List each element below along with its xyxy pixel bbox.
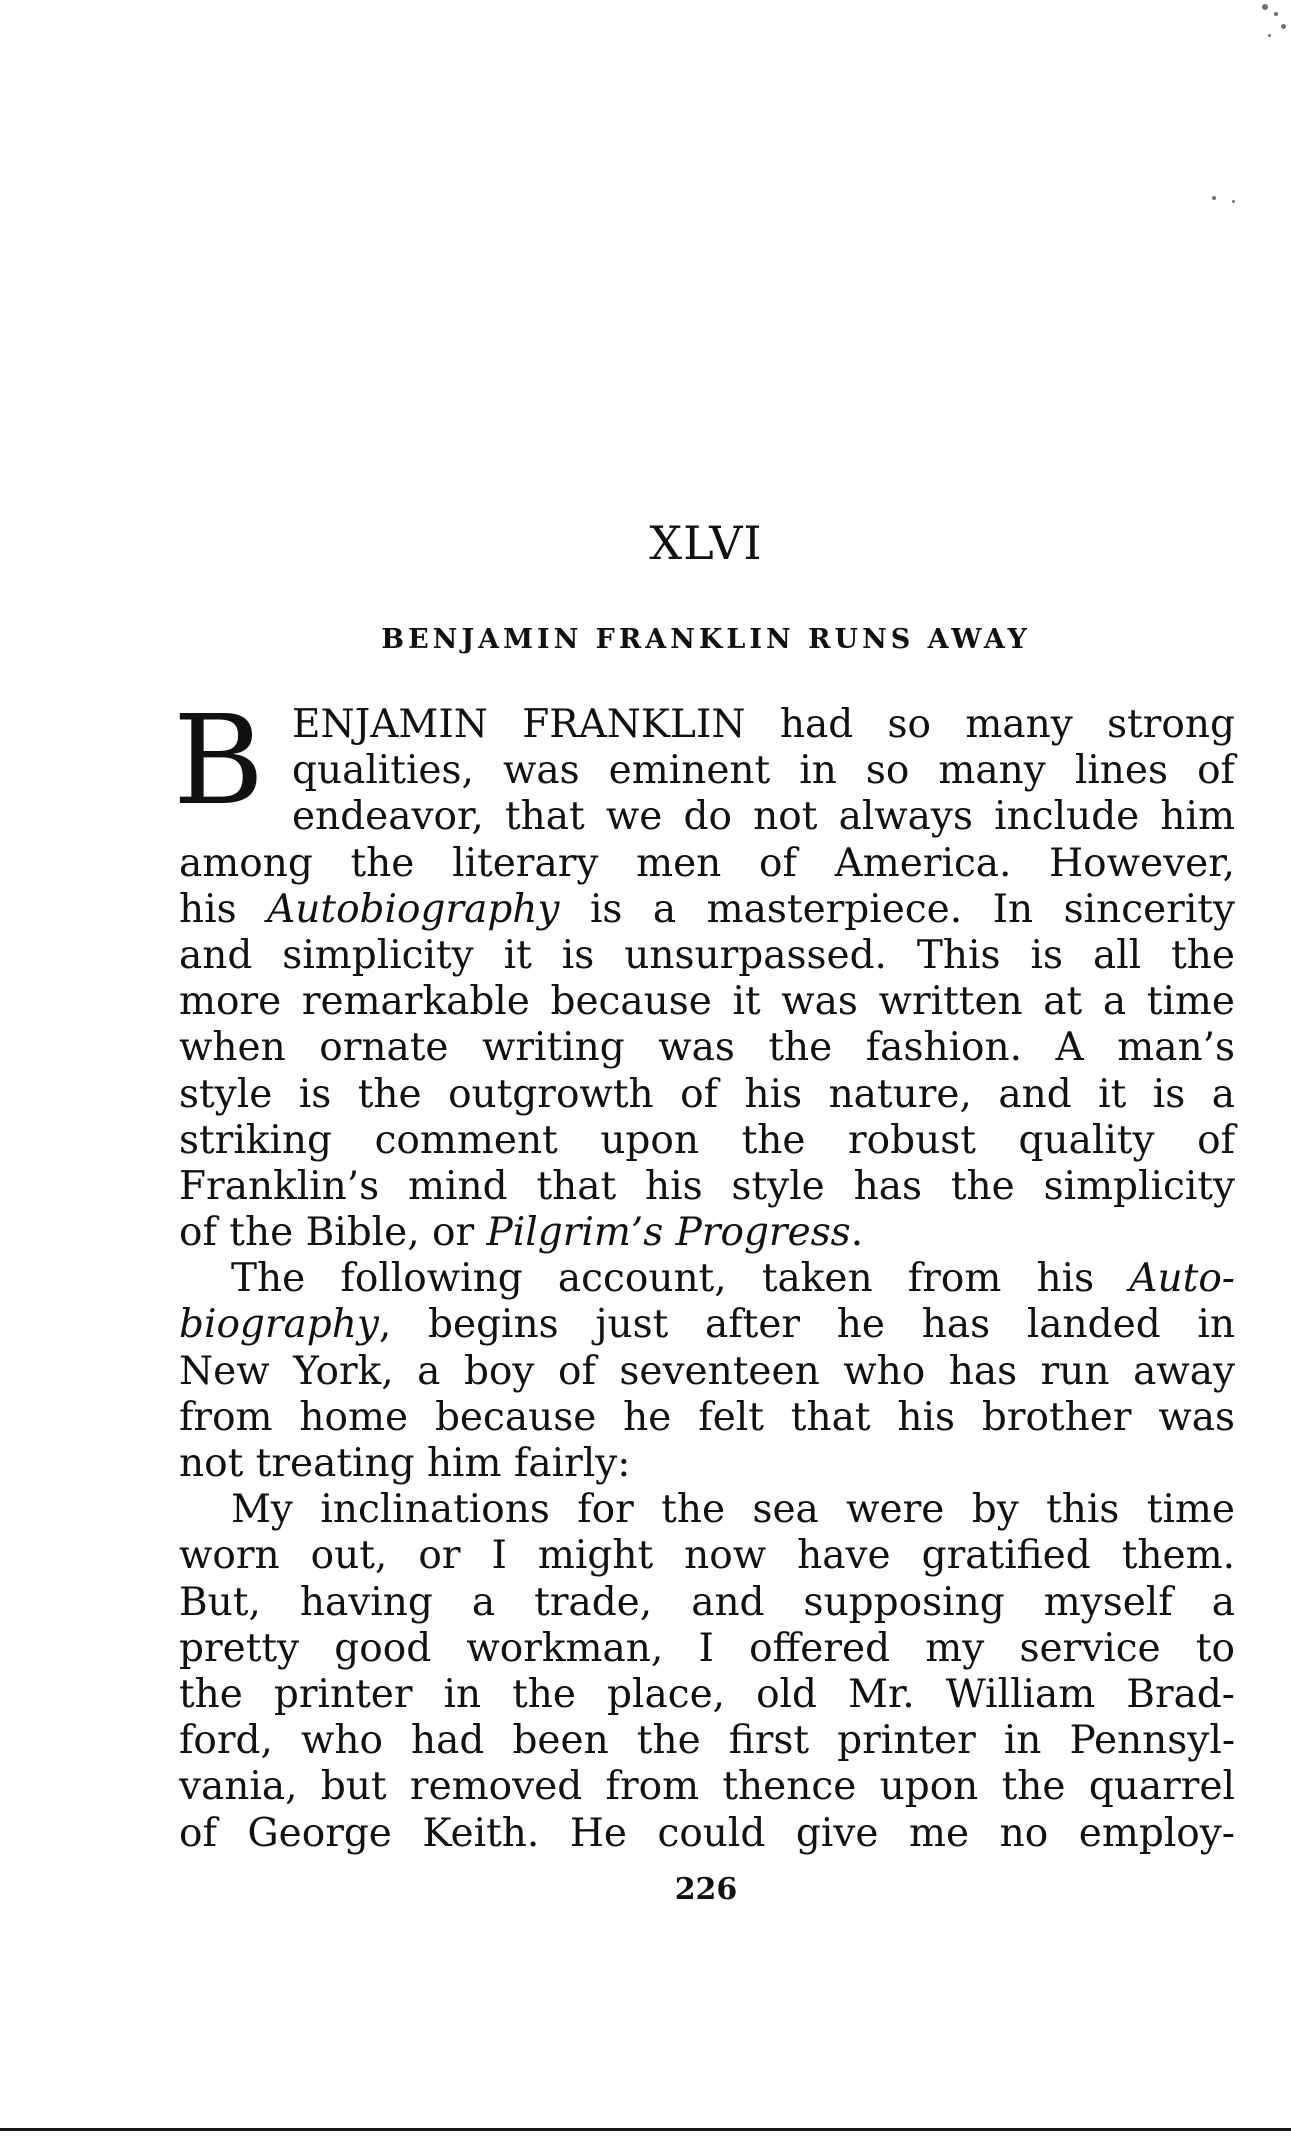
text-line (179, 1256, 1235, 1302)
scan-speck (1262, 4, 1268, 10)
page-number: 226 (674, 1872, 738, 1907)
text-line: not treating him fairly: (179, 1441, 631, 1486)
text-line: worn out, or I might now have gratified them. (179, 1533, 1235, 1579)
text-span: is a masterpiece. In sincerity (559, 886, 1235, 932)
text-span: his (179, 886, 268, 932)
book-title: biography (179, 1302, 379, 1348)
text-span: , begins just after he has landed in (378, 1302, 1235, 1348)
text-line: the printer in the place, old Mr. William Brad- (179, 1671, 1235, 1717)
book-title: Autobiography (267, 886, 560, 932)
scan-speck (1212, 196, 1216, 200)
body-text (173, 689, 1235, 1857)
text-line: ford, who had been the first printer in Pennsyl- (179, 1718, 1235, 1764)
text-line: qualities, was eminent in so many lines of (292, 748, 1235, 794)
text-line: But, having a trade, and supposing myself a (179, 1579, 1235, 1625)
text-line (179, 887, 1235, 933)
text-line: among the literary men of America. However, (179, 840, 1235, 886)
scan-speck (1281, 24, 1286, 29)
scan-speck (1268, 34, 1271, 37)
text-line: Franklin’s mind that his style has the simplicity (179, 1163, 1235, 1209)
text-line (179, 1302, 1235, 1348)
text-line (179, 1210, 1235, 1256)
quote-paragraph (179, 1487, 1235, 1857)
text-span: . (850, 1210, 864, 1256)
text-line: endeavor, that we do not always include him (292, 794, 1235, 840)
text-line: My inclinations for the sea were by this time (231, 1487, 1235, 1533)
text-line: New York, a boy of seventeen who has run away (179, 1348, 1235, 1394)
text-line: and simplicity it is unsurpassed. This is all the (179, 932, 1235, 978)
text-line: from home because he felt that his brother was (179, 1394, 1235, 1440)
text-line: more remarkable because it was written at a time (179, 979, 1235, 1025)
text-line: striking comment upon the robust quality of (179, 1117, 1235, 1163)
text-line: vania, but removed from thence upon the quarrel (179, 1764, 1235, 1810)
chapter-number: XLVI (649, 516, 763, 570)
book-title: Auto- (1129, 1256, 1235, 1302)
text-line: of George Keith. He could give me no employ- (179, 1810, 1235, 1856)
text-line: ENJAMIN FRANKLIN had so many strong (292, 702, 1235, 747)
book-title: Pilgrim’s Progress (486, 1210, 851, 1256)
scan-speck (1232, 200, 1235, 203)
text-span: of the Bible, or (179, 1210, 487, 1256)
text-line: style is the outgrowth of his nature, and it is a (179, 1071, 1235, 1117)
account-paragraph (179, 1256, 1235, 1487)
text-line: when ornate writing was the fashion. A man’s (179, 1025, 1235, 1071)
page-bottom-edge (0, 2128, 1291, 2131)
intro-paragraph (173, 689, 1235, 1256)
scan-speck (1274, 12, 1278, 16)
drop-cap: B (173, 689, 265, 833)
chapter-title: BENJAMIN FRANKLIN RUNS AWAY (381, 624, 1031, 655)
text-line: pretty good workman, I offered my service to (179, 1625, 1235, 1671)
text-span: The following account, taken from his (231, 1256, 1130, 1302)
